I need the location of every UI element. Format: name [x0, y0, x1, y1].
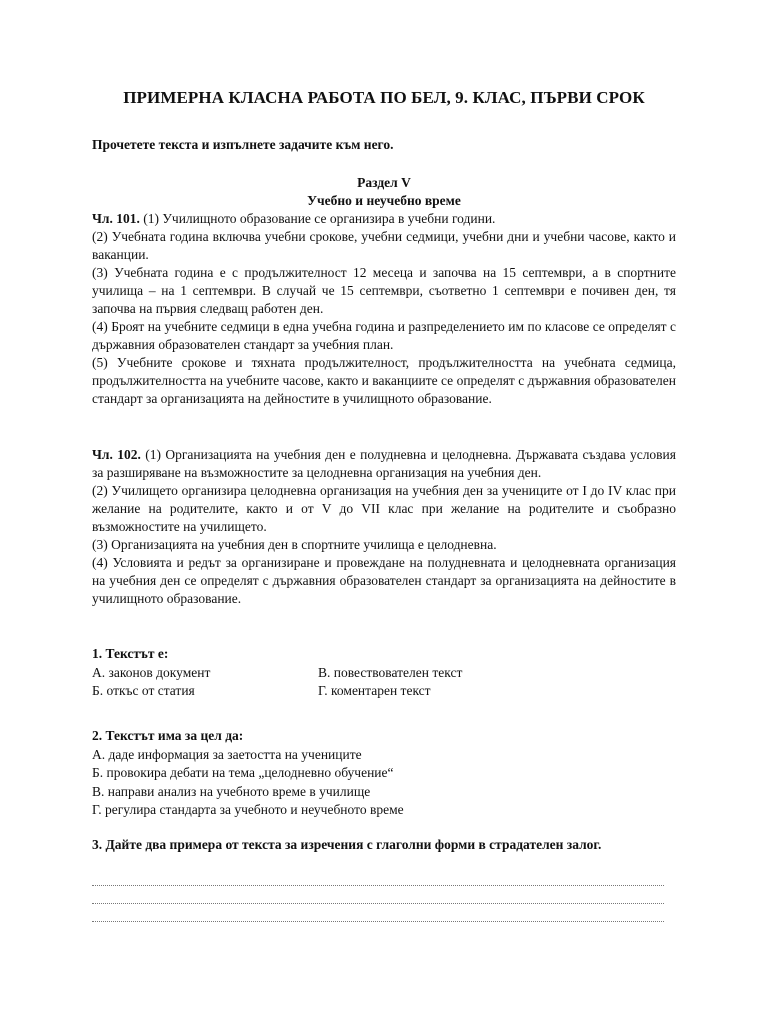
- question-1-title: 1. Текстът е:: [92, 646, 169, 661]
- q1-option-v: В. повествователен текст: [318, 664, 463, 680]
- question-3-title: 3. Дайте два примера от текста за изречения с глаголни форми в страдателен залог.: [92, 837, 602, 852]
- question-1: [92, 645, 676, 701]
- q1-option-b: Б. откъс от статия: [92, 683, 195, 698]
- art102-label: Чл. 102.: [92, 447, 141, 462]
- answer-line-3[interactable]: [92, 920, 664, 922]
- q1-option-a: А. законов документ: [92, 664, 211, 680]
- answer-line-1[interactable]: [92, 884, 664, 886]
- art102-p3: (3) Организацията на учебния ден в спортните училища е целодневна.: [92, 537, 497, 552]
- art102-p1: Чл. 102. (1) Организацията на учебния ден е полудневна и целодневна. Държавата създава условия за разширяване на възможностите за целодневна организация на учебния ден.: [92, 447, 676, 480]
- article-102: [92, 446, 676, 608]
- q2-option-a: А. даде информация за заетостта на учениците: [92, 746, 362, 762]
- art101-p2: (2) Учебната година включва учебни срокове, учебни седмици, учебни дни и учебни часове, както и ваканции.: [92, 229, 676, 262]
- question-3: [92, 836, 676, 854]
- q2-option-g: Г. регулира стандарта за учебното и неучебното време: [92, 802, 404, 817]
- q2-option-b: Б. провокира дебати на тема „целодневно обучение“: [92, 765, 394, 780]
- q2-option-v: В. направи анализ на учебното време в училище: [92, 783, 371, 799]
- question-2: [92, 727, 676, 820]
- art101-p1: Чл. 101. (1) Училищното образование се организира в учебни години.: [92, 211, 496, 226]
- art101-p3: (3) Учебната година е с продължителност 12 месеца и започва на 15 септември, а в спортните училища – на 1 септември. В случай че 15 септември, съответно 1 септември е почивен ден, тя започва на първия следващ работен ден.: [92, 265, 676, 316]
- article-101: [92, 210, 676, 408]
- question-2-title: 2. Текстът има за цел да:: [92, 728, 244, 743]
- art101-label: Чл. 101.: [92, 211, 140, 226]
- art101-p5: (5) Учебните срокове и тяхната продължителност, продължителността на учебната седмица, продължителността на учебните часове, както и ваканциите се определят с държавния образователен стандарт за организацията на дейностите в училищното образование.: [92, 355, 676, 406]
- section-number: Раздел V: [357, 175, 411, 190]
- art102-p4: (4) Условията и редът за организиране и провеждане на полудневната и целодневната организация на учебния ден се определят с държавния образователен стандарт за организацията на дейностите в училищното образование.: [92, 555, 676, 606]
- answer-line-2[interactable]: [92, 902, 664, 904]
- art102-p2: (2) Училището организира целодневна организация на учебния ден за учениците от I до IV клас при желание на родителите, както и от V до VII клас при желание на родителите и съобразно възможностите на училището.: [92, 483, 676, 534]
- instruction: Прочетете текста и изпълнете задачите към него.: [92, 137, 394, 152]
- q1-option-g: Г. коментарен текст: [318, 683, 431, 698]
- section-name: Учебно и неучебно време: [307, 193, 461, 208]
- page-title: ПРИМЕРНА КЛАСНА РАБОТА ПО БЕЛ, 9. КЛАС, ПЪРВИ СРОК: [123, 88, 645, 107]
- art101-p4: (4) Броят на учебните седмици в една учебна година и разпределението им по класове се определят с държавния образователен стандарт за учебния план.: [92, 319, 676, 352]
